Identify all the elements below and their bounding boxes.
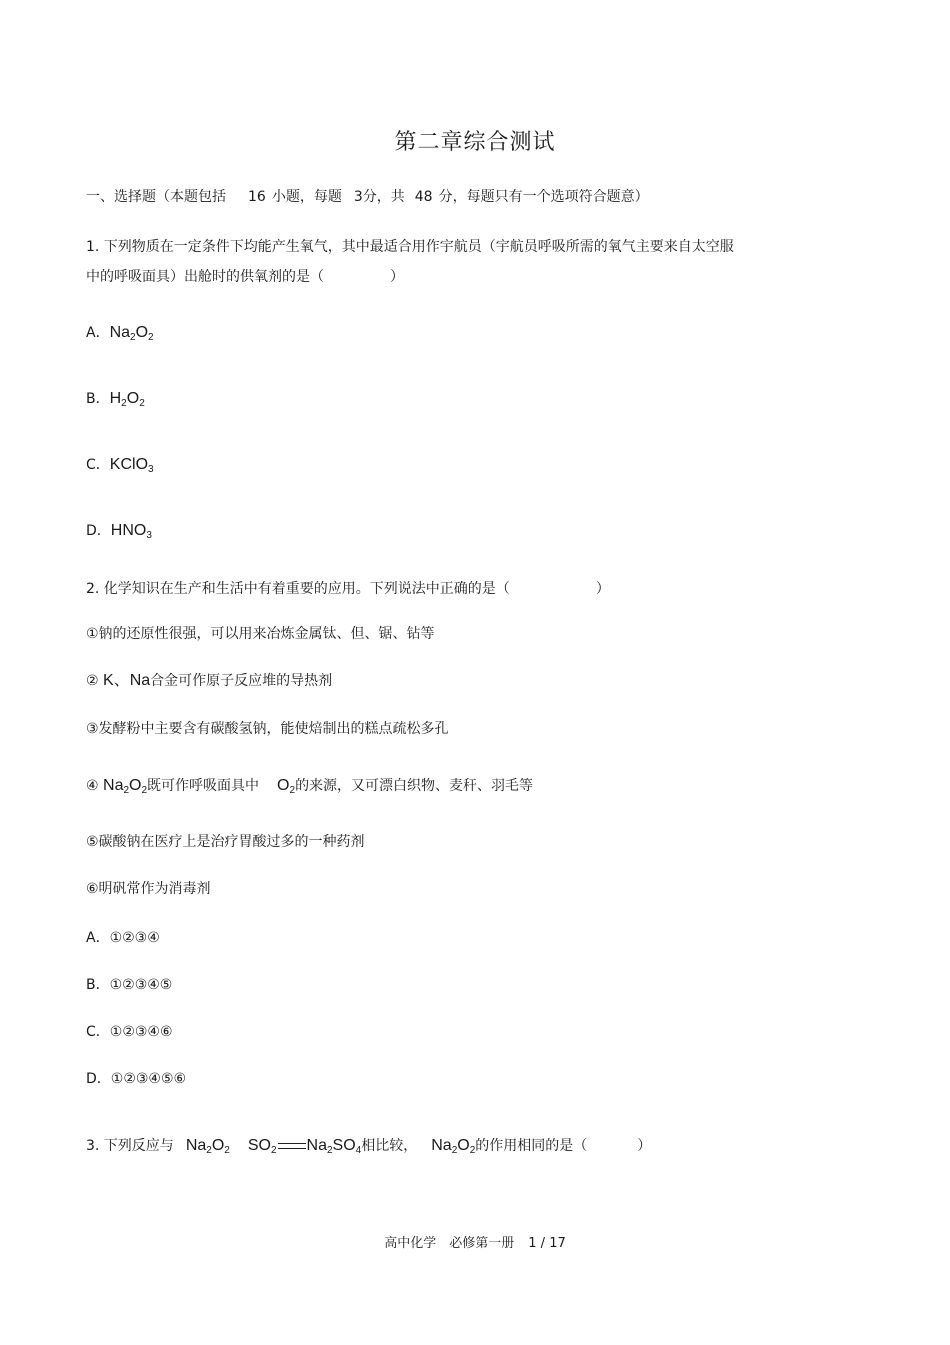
q2-option-b[interactable]: B．①②③④⑤ [86, 977, 173, 993]
total-score: 48 [414, 189, 433, 205]
q2-option-c[interactable]: C．①②③④⑥ [86, 1024, 173, 1040]
section-text: 分，每题只有一个选项符合题意） [438, 189, 649, 205]
page-number: 1 [528, 1236, 537, 1251]
option-label: D． [86, 523, 111, 539]
option-label: B． [86, 391, 110, 407]
section-text: 分，共 [362, 189, 405, 205]
q3-stem-text: 的作用相同的是（ [475, 1138, 588, 1154]
page-total: 17 [549, 1236, 566, 1251]
q3-stem-text: 3. 下列反应与 [86, 1138, 174, 1154]
formula: $HNO_3$ [110, 522, 152, 541]
q2-stem-text: 2. 化学知识在生产和生活中有着重要的应用。下列说法中正确的是（ [86, 581, 510, 597]
formula: K、Na [103, 672, 151, 689]
statement-text: 的来源，又可漂白织物、麦秆、羽毛等 [295, 778, 534, 794]
q3-stem [86, 1137, 651, 1155]
page-title: 第二章综合测试 [394, 130, 556, 155]
option-label: A． [86, 325, 110, 341]
q2-stem [86, 580, 610, 598]
q2-statement-5: ⑤碳酸钠在医疗上是治疗胃酸过多的一种药剂 [86, 834, 365, 850]
question-score: 3 [353, 189, 363, 205]
formula: $Na_2O_2$ [103, 777, 148, 796]
q2-statement-1: ①钠的还原性很强，可以用来冶炼金属钛、但、锯、钻等 [86, 626, 435, 642]
q1-stem-bracket: ） [390, 269, 404, 285]
q2-option-d[interactable]: D．①②③④⑤⑥ [86, 1071, 187, 1087]
section-label: 一、选择题（本题包括 [86, 189, 226, 205]
statement-text: 既可作呼吸面具中 [147, 778, 260, 794]
statement-text: 合金可作原子反应堆的导热剂 [150, 673, 333, 689]
q1-stem-line1: 1. 下列物质在一定条件下均能产生氧气，其中最适合用作宇航员（宇航员呼吸所需的氧气主要来自太空服 [86, 239, 734, 255]
page-separator: / [540, 1236, 546, 1251]
footer-book-title: 高中化学 必修第一册 [384, 1236, 515, 1251]
formula: $Na_2SO_4$ [306, 1137, 362, 1156]
question-count: 16 [248, 189, 266, 205]
formula: $Na_2O_2$ [431, 1137, 476, 1156]
equals-sign [278, 1143, 306, 1149]
q1-option-b[interactable] [86, 390, 145, 408]
q2-statement-2 [86, 672, 332, 690]
statement-number: ④ [86, 778, 99, 794]
page-footer [0, 1232, 950, 1251]
q3-stem-text: 相比较， [361, 1138, 418, 1154]
formula: $Na_2O_2$ [109, 324, 154, 343]
q1-stem-text: 中的呼吸面具）出舱时的供氧剂的是（ [86, 269, 324, 285]
q2-stem-bracket: ） [595, 581, 610, 597]
formula: $O_2$ [277, 777, 296, 796]
q2-option-a[interactable]: A．①②③④ [86, 930, 160, 946]
q2-statement-3: ③发酵粉中主要含有碳酸氢钠，能使焙制出的糕点疏松多孔 [86, 721, 449, 737]
formula: KClO$_3$ [109, 456, 154, 475]
formula: $SO_2$ [247, 1137, 277, 1156]
q3-stem-bracket: ） [637, 1138, 652, 1154]
q1-option-a[interactable] [86, 324, 154, 342]
formula: $Na_2O_2$ [185, 1137, 230, 1156]
section-text: 小题，每题 [271, 189, 342, 205]
q1-stem-line2 [86, 268, 404, 286]
section-heading [86, 188, 649, 206]
statement-number: ② [86, 673, 99, 689]
formula: $H_2O_2$ [109, 390, 145, 409]
option-label: C． [86, 457, 110, 473]
q1-option-d[interactable] [86, 522, 152, 540]
q2-statement-4 [86, 777, 533, 795]
q2-statement-6: ⑥明矾常作为消毒剂 [86, 881, 211, 897]
q1-option-c[interactable] [86, 456, 154, 474]
